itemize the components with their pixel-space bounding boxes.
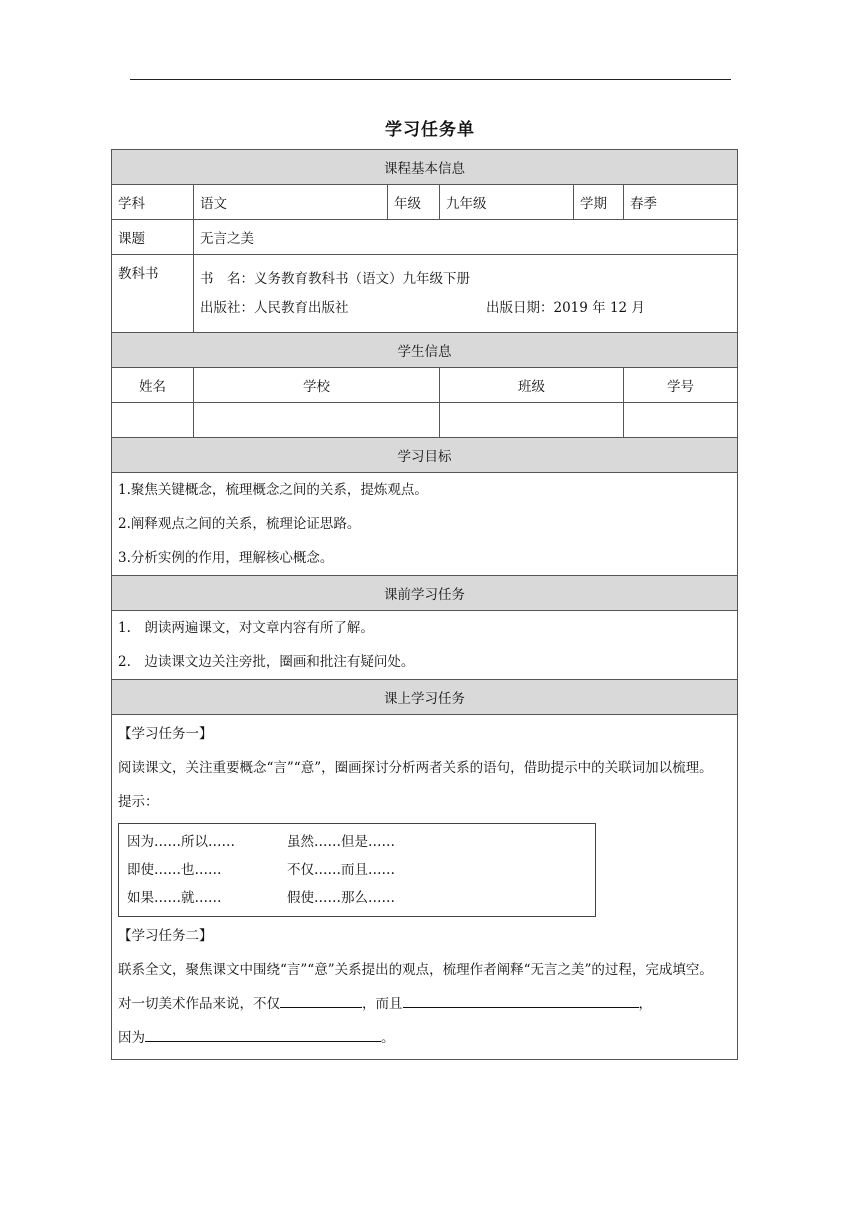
hint-item: 即使……也…… <box>127 862 222 878</box>
goal-item: 2.阐释观点之间的关系，梳理论证思路。 <box>118 516 361 532</box>
topic-label: 课题 <box>112 220 194 255</box>
hint-item: 虽然……但是…… <box>287 834 395 850</box>
section-student-info: 学生信息 <box>112 333 738 368</box>
task1-heading: 【学习任务一】 <box>118 726 213 742</box>
publisher: 出版社：人民教育出版社 <box>200 299 349 316</box>
class-header: 班级 <box>440 368 624 403</box>
textbook-label: 教科书 <box>112 255 194 333</box>
hint-item: 因为……所以…… <box>127 834 235 850</box>
subject-value: 语文 <box>194 185 388 220</box>
fill-text: ， <box>638 996 652 1012</box>
name-header: 姓名 <box>112 368 194 403</box>
term-label: 学期 <box>574 185 624 220</box>
hint-row <box>127 828 587 856</box>
goal-item: 1.聚焦关键概念，梳理概念之间的关系，提炼观点。 <box>118 482 428 498</box>
student-id-cell[interactable] <box>624 403 738 438</box>
fill-line-2 <box>118 1021 731 1055</box>
school-header: 学校 <box>194 368 440 403</box>
pre-task-item: 2. 边读课文边关注旁批，圈画和批注有疑问处。 <box>118 654 415 670</box>
publish-date: 出版日期：2019 年 12 月 <box>486 299 645 316</box>
pre-task-item: 1. 朗读两遍课文，对文章内容有所了解。 <box>118 620 374 636</box>
hint-box <box>118 823 596 917</box>
class-cell[interactable] <box>440 403 624 438</box>
section-in-class: 课上学习任务 <box>112 680 738 715</box>
name-cell[interactable] <box>112 403 194 438</box>
textbook-info <box>194 255 738 333</box>
hint-row <box>127 856 587 884</box>
hint-item: 假使……那么…… <box>287 890 395 906</box>
fill-text: 。 <box>381 1030 395 1046</box>
task2-text: 联系全文，聚焦课文中围绕“言”“意”关系提出的观点，梳理作者阐释“无言之美”的过程，完成填空。 <box>118 962 713 978</box>
hint-row <box>127 884 587 912</box>
fill-blank[interactable] <box>145 1027 381 1042</box>
section-goals: 学习目标 <box>112 438 738 473</box>
subject-label: 学科 <box>112 185 194 220</box>
fill-text: 对一切美术作品来说，不仅 <box>118 996 280 1012</box>
header-rule <box>130 79 731 80</box>
hint-label: 提示： <box>118 794 159 810</box>
school-cell[interactable] <box>194 403 440 438</box>
grade-value: 九年级 <box>440 185 574 220</box>
fill-blank[interactable] <box>403 993 639 1008</box>
fill-text: ，而且 <box>362 996 403 1012</box>
task-table <box>111 149 738 1060</box>
in-class-tasks <box>112 715 738 1060</box>
task-sheet <box>111 149 737 1060</box>
student-id-header: 学号 <box>624 368 738 403</box>
term-value: 春季 <box>624 185 738 220</box>
goals-list <box>112 473 738 576</box>
fill-text: 因为 <box>118 1030 145 1046</box>
section-basic-info: 课程基本信息 <box>112 150 738 185</box>
task1-text: 阅读课文，关注重要概念“言”“意”，圈画探讨分析两者关系的语句，借助提示中的关联词加以梳理。 <box>118 760 713 776</box>
fill-blank[interactable] <box>280 993 362 1008</box>
book-name: 书 名：义务教育教科书（语文）九年级下册 <box>200 270 470 287</box>
grade-label: 年级 <box>388 185 440 220</box>
hint-item: 如果……就…… <box>127 890 222 906</box>
topic-value: 无言之美 <box>194 220 738 255</box>
page-title: 学习任务单 <box>385 120 475 140</box>
goal-item: 3.分析实例的作用，理解核心概念。 <box>118 550 334 566</box>
section-pre-class: 课前学习任务 <box>112 576 738 611</box>
fill-line-1 <box>118 987 731 1021</box>
pre-task-list <box>112 611 738 680</box>
task2-heading: 【学习任务二】 <box>118 928 213 944</box>
hint-item: 不仅……而且…… <box>287 862 395 878</box>
